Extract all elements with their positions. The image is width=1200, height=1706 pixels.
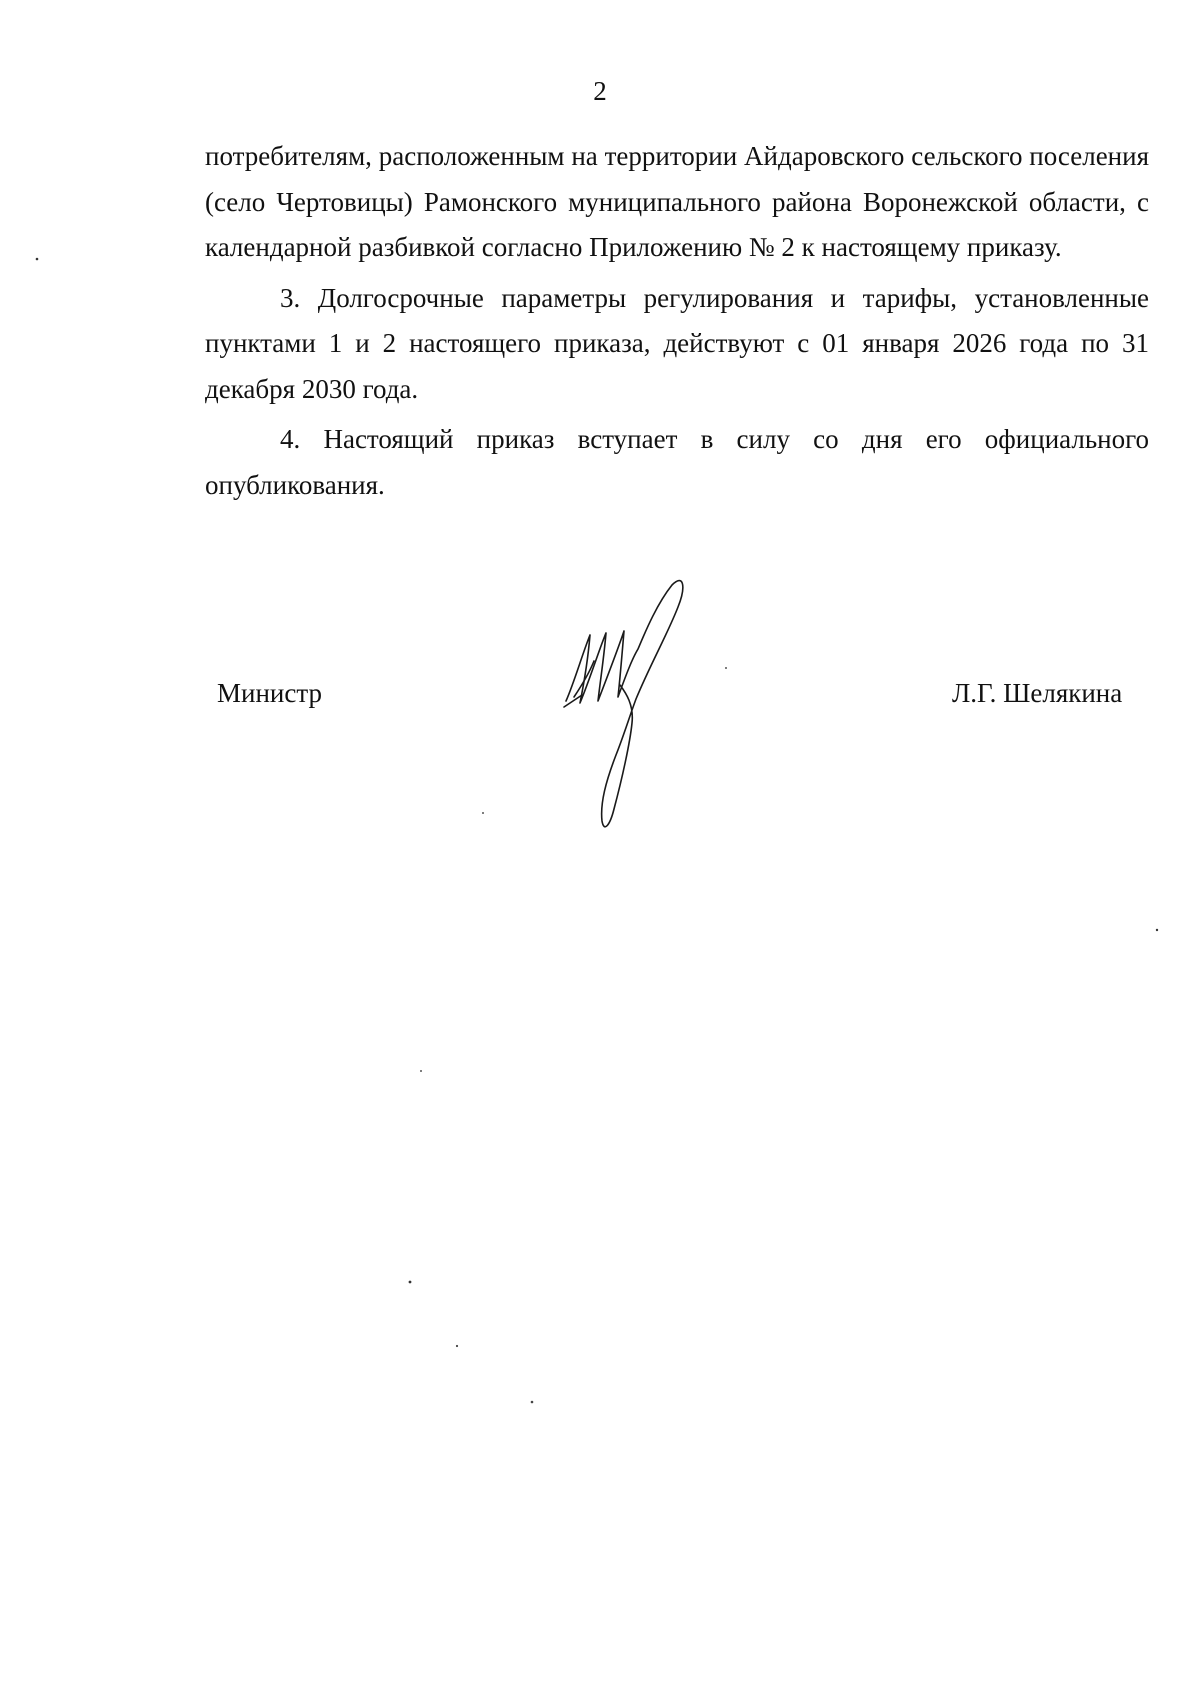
position-title: Министр bbox=[217, 678, 322, 708]
speck bbox=[1156, 929, 1158, 931]
speck bbox=[409, 1281, 412, 1284]
signer-name: Л.Г. Шелякина bbox=[952, 678, 1123, 708]
speck bbox=[531, 1401, 534, 1404]
speck bbox=[482, 812, 484, 814]
speck bbox=[725, 667, 727, 669]
paragraph-3: 3. Долгосрочные параметры регулирования и тарифы, установленные пунктами 1 и 2 настоящего приказа, действуют с 01 января 2026 года по 31 декабря 2030 года. bbox=[205, 282, 1149, 404]
speck bbox=[36, 258, 39, 261]
speck bbox=[456, 1345, 458, 1347]
paragraph-4: 4. Настоящий приказ вступает в силу со дня его официального опубликования. bbox=[205, 424, 1149, 500]
paragraph-continuation: потребителям, расположенным на территории Айдаровского сельского поселения (село Чертовицы) Рамонского муниципального района Воронежской области, с календарной разбивкой согласно Приложению № 2 к настоящему приказу. bbox=[205, 141, 1149, 262]
speck bbox=[420, 1070, 422, 1072]
page-number: 2 bbox=[593, 76, 607, 106]
